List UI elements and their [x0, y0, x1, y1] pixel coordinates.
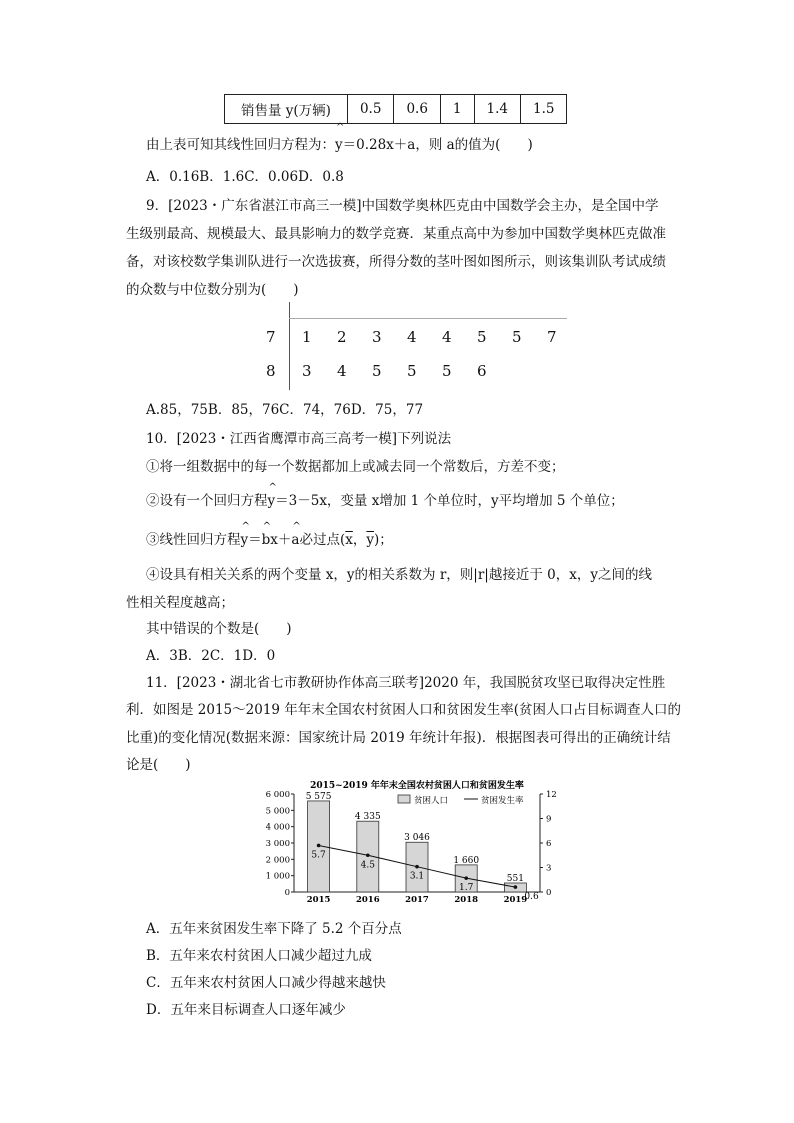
table-cell: 1: [440, 95, 474, 124]
table-cell: 0.6: [394, 95, 440, 124]
right-tick-label: 6: [546, 839, 552, 849]
q10-s2-prefix: ②设有一个回归方程: [146, 493, 268, 509]
leaf-value: 6: [477, 362, 487, 380]
poverty-chart-svg: [258, 778, 570, 908]
legend-line-label: 贫困发生率: [481, 796, 524, 806]
bar-value-label: 1 660: [453, 855, 480, 866]
q10-options: A．3B．2C．1D．0: [146, 648, 276, 664]
rate-value-label: 5.7: [311, 850, 326, 861]
q11-option-b: B．五年来农村贫困人口减少超过九成: [146, 948, 372, 964]
rate-value-label: 4.5: [360, 860, 375, 871]
q11-option-d: D．五年来目标调查人口逐年减少: [146, 1002, 346, 1018]
q8-equation: ^ y＝0.28x＋a，则 a的值为( ): [335, 133, 533, 153]
rate-value-label: 1.7: [459, 883, 474, 894]
leaf-value: 3: [302, 362, 312, 380]
q11-line-2: 利．如图是 2015～2019 年年末全国农村贫困人口和贫困发生率(贫困人口占目标调查人口的: [126, 702, 682, 718]
legend-bar-swatch: [398, 795, 410, 803]
leaf-value: 2: [337, 328, 347, 346]
left-tick-label: 4 000: [265, 822, 290, 833]
q10-s3-prefix: ③线性回归方程: [146, 532, 241, 548]
q8-stem: [146, 133, 533, 153]
q10-statement-1: ①将一组数据中的每一个数据都加上或减去同一个常数后，方差不变；: [146, 459, 565, 475]
left-tick-label: 2 000: [265, 855, 290, 866]
q9-line-2: 生级别最高、规模最大、最具影响力的数学竞赛．某重点高中为参加中国数学奥林匹克做准: [126, 226, 666, 242]
x-tick-label: 2018: [454, 895, 479, 905]
bar-value-label: 5 575: [305, 791, 332, 802]
x-tick-label: 2016: [355, 895, 380, 905]
leaf-value: 5: [442, 362, 452, 380]
q10-s3-bhat: ^ b: [262, 532, 271, 548]
q9-line-4: 的众数与中位数分别为( ): [126, 282, 299, 298]
leaf-value: 3: [372, 328, 382, 346]
q10-s3-passes: 必过点(: [299, 532, 346, 548]
left-tick-label: 6 000: [265, 790, 290, 800]
q11-line-4: 论是( ): [126, 757, 191, 773]
leaf-value: 4: [337, 362, 347, 380]
leaf-value: 5: [512, 328, 522, 346]
stem-value: 8: [266, 362, 276, 380]
leaf-value: 1: [302, 328, 312, 346]
q10-s3-comma: ，: [352, 532, 367, 548]
q8-stem-prefix: 由上表可知其线性回归方程为：: [146, 137, 335, 153]
q9-options: A.85，75B．85，76C．74，76D．75，77: [146, 402, 424, 418]
rate-point: [514, 885, 518, 889]
stem-top-rule: [289, 318, 567, 319]
q10-statement-3: [146, 528, 393, 548]
chart-title: 2015~2019 年年末全国农村贫困人口和贫困发生率: [310, 781, 524, 791]
stem-leaf-plot: [258, 302, 568, 390]
rate-point: [366, 853, 370, 857]
stem-value: 7: [266, 328, 276, 346]
q10-s3-end: )；: [374, 532, 393, 548]
right-tick-label: 9: [546, 814, 552, 825]
stem-divider: [289, 302, 290, 390]
right-tick-label: 12: [546, 790, 557, 800]
leaf-value: 4: [407, 328, 417, 346]
leaf-value: 5: [372, 362, 382, 380]
table-cell: 1.5: [521, 95, 567, 124]
q10-s3-ahat: ^ a: [291, 532, 299, 548]
q10-statement-2: [146, 489, 624, 509]
q11-option-a: A．五年来贫困发生率下降了 5.2 个百分点: [146, 921, 402, 937]
q9-line-1: 9．[2023・广东省湛江市高三一模]中国数学奥林匹克由中国数学会主办，是全国中学: [146, 198, 659, 214]
rate-point: [317, 844, 321, 848]
rate-point: [464, 876, 468, 880]
table-row: [225, 95, 567, 124]
left-tick-label: 0: [284, 888, 290, 898]
leaf-value: 5: [407, 362, 417, 380]
left-tick-label: 3 000: [265, 839, 290, 849]
q10-s3-x-plus: x＋: [270, 532, 292, 548]
q11-option-c: C．五年来农村贫困人口减少得越来越快: [146, 975, 386, 991]
q10-s3-xbar: $\overline{x}$: [345, 532, 353, 548]
q10-statement-4-line-2: 性相关程度越高；: [126, 595, 234, 611]
legend-bar-label: 贫困人口: [414, 796, 449, 806]
bar-value-label: 3 046: [404, 833, 430, 844]
q10-ask: 其中错误的个数是( ): [146, 621, 292, 637]
sales-table: [224, 94, 567, 124]
q10-s2-yhat: ^ y: [268, 493, 276, 509]
x-tick-label: 2017: [405, 895, 429, 905]
leaf-value: 5: [477, 328, 487, 346]
rate-value-label: 0.6: [524, 892, 539, 903]
left-tick-label: 5 000: [265, 806, 290, 817]
x-tick-label: 2015: [306, 895, 331, 905]
rate-value-label: 3.1: [409, 871, 425, 882]
right-tick-label: 0: [546, 888, 552, 898]
leaf-value: 7: [547, 328, 557, 346]
q11-line-1: 11．[2023・湖北省七市教研协作体高三联考]2020 年，我国脱贫攻坚已取得决定性胜: [146, 675, 666, 691]
x-tick-label: 2019: [503, 895, 528, 905]
left-tick-label: 1 000: [265, 871, 290, 882]
bar-value-label: 4 335: [354, 812, 381, 823]
right-tick-label: 3: [546, 863, 552, 874]
rate-point: [415, 865, 419, 869]
q10-s3-ybar: $\overline{y}$: [366, 532, 375, 548]
q9-line-3: 备，对该校数学集训队进行一次选拔赛，所得分数的茎叶图如图所示，则该集训队考试成绩: [126, 254, 666, 270]
table-cell: 0.5: [347, 95, 393, 124]
bar-value-label: 551: [506, 874, 524, 885]
q10-s2-rest: ＝3－5x，变量 x增加 1 个单位时，y平均增加 5 个单位；: [275, 493, 624, 509]
q10-s3-yhat: ^ y: [241, 532, 249, 548]
poverty-chart: [258, 778, 570, 908]
q10-s3-eq: ＝: [248, 532, 262, 548]
table-cell: 1.4: [474, 95, 520, 124]
q10-line-1: 10．[2023・江西省鹰潭市高三高考一模]下列说法: [146, 431, 452, 447]
q11-line-3: 比重)的变化情况(数据来源：国家统计局 2019 年统计年报)．根据图表可得出的正确统计结: [126, 730, 671, 746]
q8-options: A．0.16B．1.6C．0.06D．0.8: [146, 169, 344, 185]
leaf-value: 4: [442, 328, 452, 346]
q10-statement-4-line-1: ④设具有相关关系的两个变量 x，y的相关系数为 r，则|r|越接近于 0，x，y之间的线: [146, 567, 652, 583]
table-header-cell: 销售量 y(万辆): [225, 95, 348, 124]
